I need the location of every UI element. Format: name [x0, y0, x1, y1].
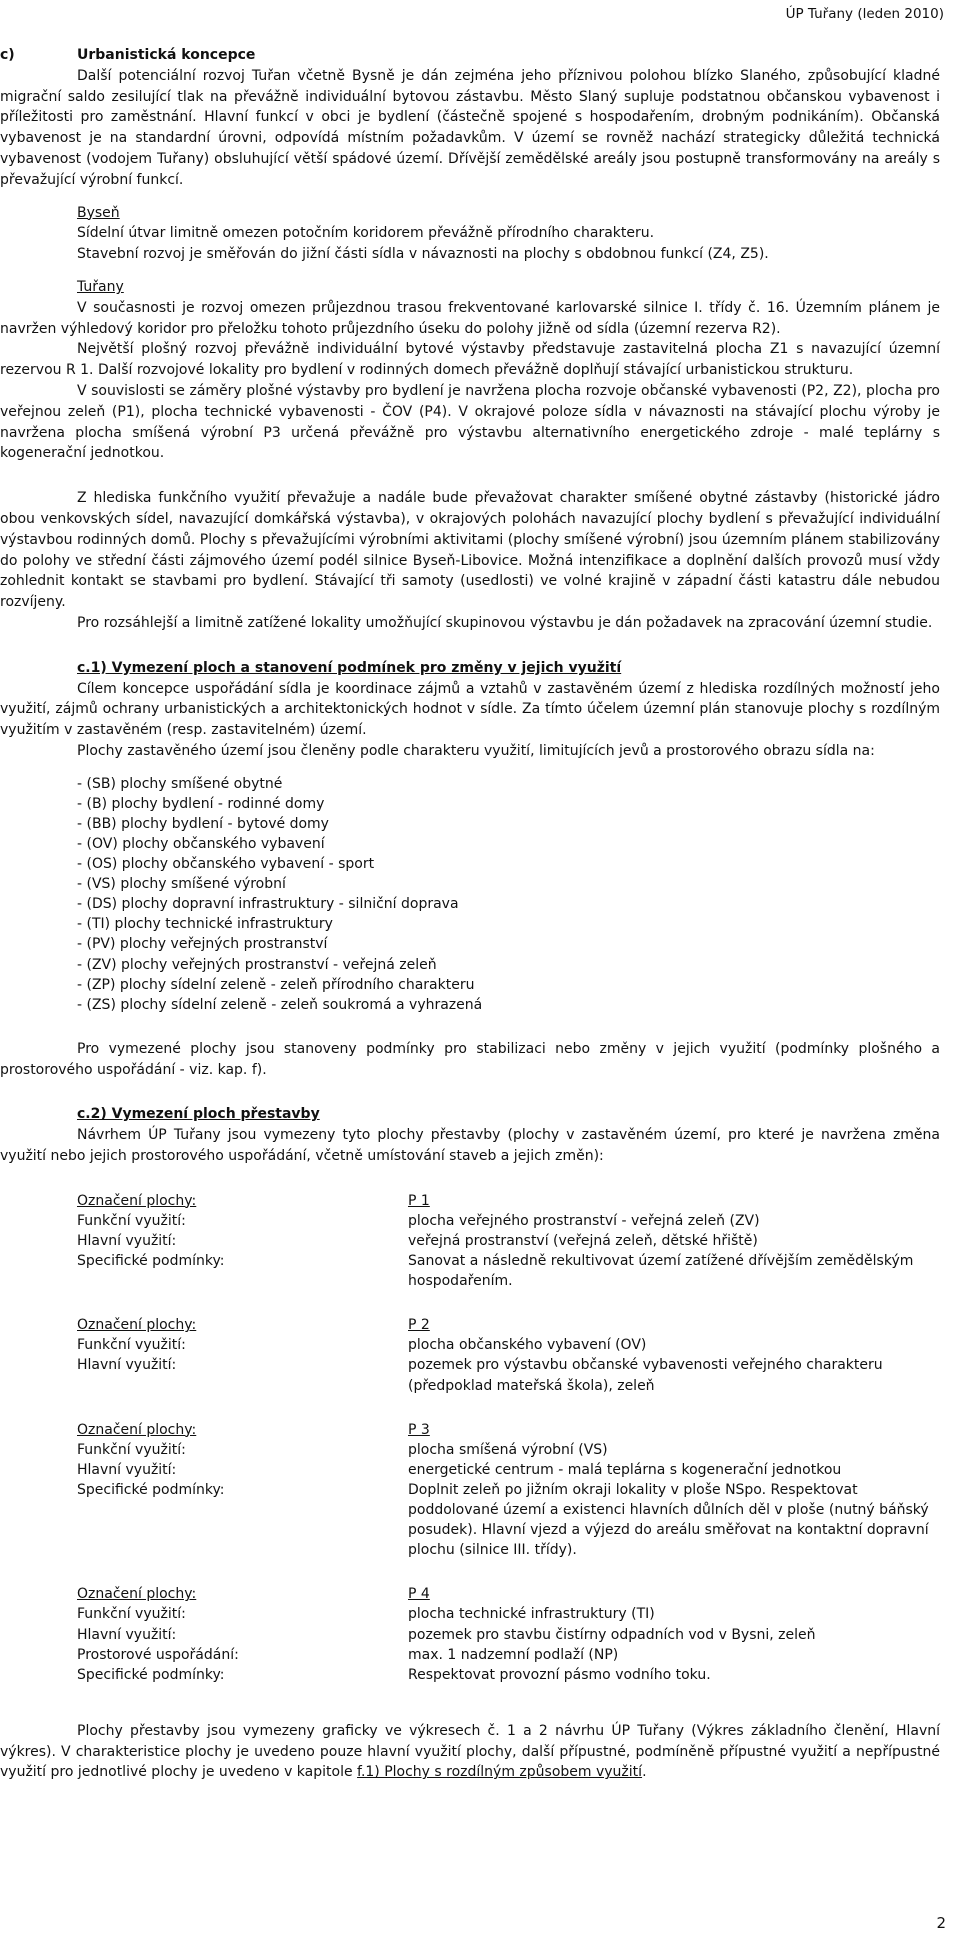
page-number: 2: [936, 1914, 946, 1932]
list-item: - (VS) plochy smíšené výrobní: [77, 876, 286, 893]
section-c2-title: c.2) Vymezení ploch přestavby: [77, 1106, 320, 1123]
list-item: - (BB) plochy bydlení - bytové domy: [77, 815, 329, 832]
list-item: - (OV) plochy občanského vybavení: [77, 835, 325, 852]
field-label: Specifické podmínky:: [77, 1666, 225, 1683]
paragraph-c1-1: [0, 679, 940, 741]
paragraph-c1-1-text: Cílem koncepce uspořádání sídla je koordinace zájmů a vztahů v zastavěném území z hlediska rozdílných možností jeho využití, zájmů ochrany urbanistických a architektonických hodnot v sídle. Za tímto účelem územní plán stanovuje plochy s rozdílným využitím v zastavěném (resp. zastavitelném) území.: [0, 680, 940, 739]
paragraph-c2-end: [0, 1721, 940, 1783]
field-value: P 4: [408, 1586, 430, 1603]
paragraph-c2-1-text: Návrhem ÚP Tuřany jsou vymezeny tyto plochy přestavby (plochy v zastavěném území, pro které je navržena změna využití nebo jejich prostorového uspořádání, včetně umístování staveb a jejich změn):: [0, 1127, 940, 1165]
area-block-p4: [77, 1584, 947, 1684]
field-label: Označení plochy:: [77, 1192, 197, 1209]
list-item: - (B) plochy bydlení - rodinné domy: [77, 795, 325, 812]
field-label: Hlavní využití:: [77, 1233, 177, 1249]
field-label: Funkční využití:: [77, 1212, 186, 1229]
field-value: plocha veřejného prostranství - veřejná zeleň (ZV): [408, 1212, 760, 1229]
list-item: - (PV) plochy veřejných prostranství: [77, 936, 328, 953]
paragraph-turany-2: [0, 339, 940, 381]
field-label: Funkční využití:: [77, 1337, 186, 1354]
field-value: pozemek pro výstavbu občanské vybavenosti veřejného charakteru (předpoklad mateřská škola), zeleň: [408, 1357, 883, 1394]
area-block-p2: [77, 1315, 947, 1395]
field-value: P 2: [408, 1317, 430, 1334]
paragraph-turany-1: [0, 298, 940, 340]
field-value: Respektovat provozní pásmo vodního toku.: [408, 1666, 711, 1683]
field-label: Specifické podmínky:: [77, 1481, 225, 1498]
paragraph-bysen-2: Stavební rozvoj je směřován do jižní části sídla v návaznosti na plochy s obdobnou funkcí (Z4, Z5).: [77, 246, 769, 263]
paragraph-turany-3-text: V souvislosti se záměry plošné výstavby pro bydlení je navržena plocha rozvoje občanské vybavenosti (P2, Z2), plocha pro veřejnou zeleň (P1), plocha technické vybavenosti - ČOV (P4). V okrajové poloze sídla v návaznosti na stávající plochu výroby je navržena plocha smíšená výrobní P3 určená převážně pro výstavbu alternativního energetického zdroje - malé teplárny s kogenerační jednotkou.: [0, 382, 940, 462]
area-block-p1: [77, 1191, 947, 1291]
section-c1-title: c.1) Vymezení ploch a stanovení podmínek pro změny v jejich využití: [77, 659, 622, 676]
field-value: energetické centrum - malá teplárna s kogenerační jednotkou: [408, 1461, 842, 1478]
paragraph-c1-3-text: Pro vymezené plochy jsou stanoveny podmínky pro stabilizaci nebo změny v jejich využití (podmínky plošného a prostorového uspořádání - viz. kap. f).: [0, 1040, 940, 1078]
paragraph-turany-1-text: V současnosti je rozvoj omezen průjezdnou trasou frekventované karlovarské silnice I. třídy č. 16. Územním plánem je navržen výhledový koridor pro přeložku tohoto průjezdního úseku do polohy jižně od sídla (územní rezerva R2).: [0, 299, 940, 337]
section-c-heading: [0, 45, 940, 66]
field-value: pozemek pro stavbu čistírny odpadních vod v Bysni, zeleň: [408, 1626, 816, 1643]
paragraph-c1-2-text: Plochy zastavěného území jsou členěny podle charakteru využití, limitujících jevů a prostorového obrazu sídla na:: [77, 742, 875, 759]
field-value: P 1: [408, 1192, 430, 1209]
field-label: Prostorové uspořádání:: [77, 1646, 239, 1663]
paragraph-c1-3: [0, 1039, 940, 1081]
paragraph-turany-3: [0, 381, 940, 464]
paragraph-c2-1: [0, 1125, 940, 1167]
field-value: Doplnit zeleň po jižním okraji lokality v ploše NSpo. Respektovat poddolované území a existenci hlavních důlních děl v ploše (nutný báňský posudek). Hlavní vjezd a výjezd do areálu směřovat na kontaktní dopravní plochu (silnice III. třídy).: [408, 1481, 929, 1559]
field-value: Sanovat a následně rekultivovat území zatížené dřívějším zemědělským hospodařením.: [408, 1253, 914, 1290]
paragraph-c2-end-text: Plochy přestavby jsou vymezeny graficky ve výkresech č. 1 a 2 návrhu ÚP Tuřany (Výkres základního členění, Hlavní výkres). V charakteristice plochy je uvedeno pouze hlavní využití plochy, další přípustné, podmíněně přípustné využití a nepřípustné využití pro jednotlivé plochy je uvedeno v kapitole: [0, 1722, 940, 1781]
field-value: plocha smíšená výrobní (VS): [408, 1441, 608, 1458]
paragraph-bysen-1: Sídelní útvar limitně omezen potočním koridorem převážně přírodního charakteru.: [77, 225, 655, 242]
field-label: Funkční využití:: [77, 1606, 186, 1623]
field-label: Označení plochy:: [77, 1586, 197, 1603]
paragraph-c2-end-period: .: [642, 1764, 647, 1781]
area-block-p3: [77, 1420, 947, 1561]
list-item: - (ZV) plochy veřejných prostranství - veřejná zeleň: [77, 956, 437, 973]
paragraph-functional-use: [0, 488, 940, 613]
section-title: Urbanistická koncepce: [77, 47, 256, 63]
page-content: [0, 45, 940, 1783]
field-label: Označení plochy:: [77, 1421, 197, 1438]
field-label: Specifické podmínky:: [77, 1253, 225, 1270]
field-value: plocha technické infrastruktury (TI): [408, 1606, 655, 1623]
running-header: ÚP Tuřany (leden 2010): [785, 6, 944, 22]
field-value: plocha občanského vybavení (OV): [408, 1337, 647, 1354]
list-item: - (ZS) plochy sídelní zeleně - zeleň soukromá a vyhrazená: [77, 996, 483, 1013]
area-type-list: [0, 774, 940, 1015]
chapter-reference-link[interactable]: f.1) Plochy s rozdílným způsobem využití: [357, 1764, 643, 1781]
field-label: Označení plochy:: [77, 1317, 197, 1334]
subheading-turany: Tuřany: [77, 278, 124, 295]
list-item: - (ZP) plochy sídelní zeleně - zeleň přírodního charakteru: [77, 976, 475, 993]
paragraph-study-text: Pro rozsáhlejší a limitně zatížené lokality umožňující skupinovou výstavbu je dán požadavek na zpracování územní studie.: [77, 614, 933, 631]
list-item: - (SB) plochy smíšené obytné: [77, 775, 283, 792]
field-label: Hlavní využití:: [77, 1357, 177, 1374]
paragraph-intro-text: Další potenciální rozvoj Tuřan včetně Bysně je dán zejména jeho příznivou polohou blízko Slaného, způsobující kladné migrační saldo zesilující tlak na převážně individuální bytovou zástavbu. Město Slaný supluje podstatnou občanskou vybavenost i příležitosti pro zaměstnání. Hlavní funkcí v obci je bydlení (částečně spojené s hospodařením, drobným podnikáním). Občanská vybavenost je na standardní úrovni, odpovídá místním požadavkům. V území se rovněž nachází strategicky důležitá technická vybavenost (vodojem Tuřany) obsluhující větší spádové území. Dřívější zemědělské areály jsou postupně transformovány na areály s převažující výrobní funkcí.: [0, 67, 940, 188]
field-value: veřejná prostranství (veřejná zeleň, dětské hřiště): [408, 1233, 758, 1249]
paragraph-turany-2-text: Největší plošný rozvoj převážně individuální bytové výstavby představuje zastavitelná plocha Z1 s navazující územní rezervou R 1. Další rozvojové lokality pro bydlení v rodinných domech převážně doplňují stávající urbanistickou strukturu.: [0, 341, 940, 379]
list-item: - (DS) plochy dopravní infrastruktury - silniční doprava: [77, 896, 459, 913]
subheading-bysen: Byseň: [77, 204, 120, 221]
paragraph-study: [0, 613, 940, 634]
list-item: - (TI) plochy technické infrastruktury: [77, 916, 333, 933]
paragraph-intro: [0, 66, 940, 191]
paragraph-c1-2: [0, 741, 940, 762]
field-value: max. 1 nadzemní podlaží (NP): [408, 1646, 619, 1663]
paragraph-functional-use-text: Z hlediska funkčního využití převažuje a nadále bude převažovat charakter smíšené obytné zástavby (historické jádro obou venkovských sídel, navazující domkářská výstavba), v okrajových polohách navazující plochy bydlení s převažující individuální výstavbou rodinných domů. Plochy s převažujícími výrobními aktivitami (plochy smíšené výrobní) jsou územním plánem stabilizovány do polohy ve střední části zájmového území podél silnice Byseň-Libovice. Možná intenzifikace a doplnění dalších provozů musí vždy zohlednit kontakt se stavbami pro bydlení. Stávající tři samoty (usedlosti) ve volné krajině v západní části katastru dále nebudou rozvíjeny.: [0, 490, 940, 611]
field-label: Funkční využití:: [77, 1441, 186, 1458]
list-item: - (OS) plochy občanského vybavení - sport: [77, 856, 375, 873]
section-label: c): [0, 47, 15, 63]
field-label: Hlavní využití:: [77, 1626, 177, 1643]
field-label: Hlavní využití:: [77, 1461, 177, 1478]
field-value: P 3: [408, 1421, 430, 1438]
